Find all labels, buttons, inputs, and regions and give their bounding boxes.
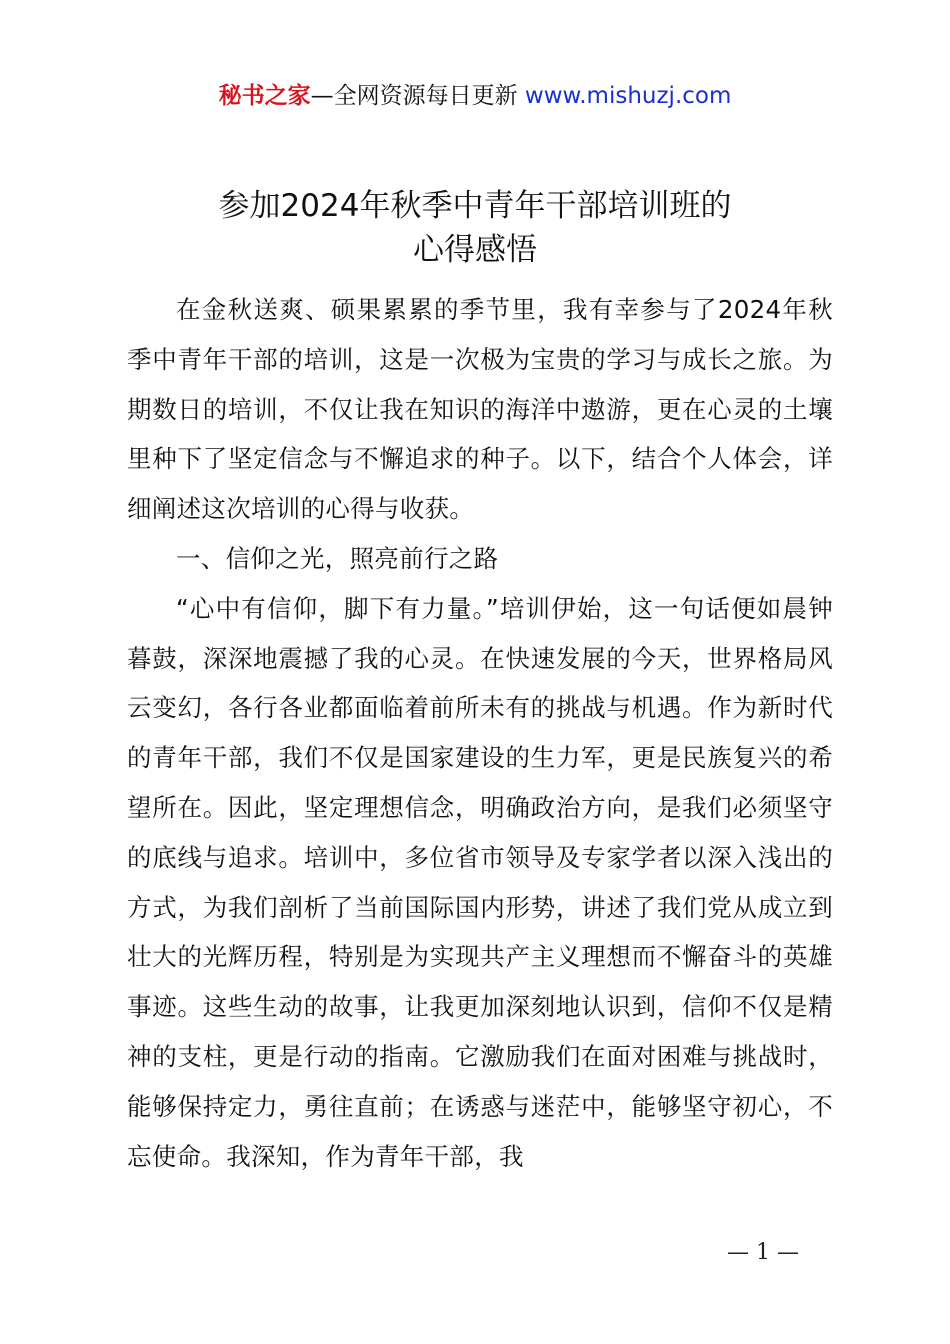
document-title (0, 184, 950, 272)
site-name: 秘书之家 (218, 83, 311, 109)
document-body (127, 285, 833, 1181)
document-title-line-2: 心得感悟 (413, 232, 537, 268)
body-paragraph: “心中有信仰，脚下有力量。”培训伊始，这一句话便如晨钟暮鼓，深深地震撼了我的心灵。在快速发展的今天，世界格局风云变幻，各行各业都面临着前所未有的挑战与机遇。作为新时代的青年干部，我们不仅是国家建设的生力军，更是民族复兴的希望所在。因此，坚定理想信念，明确政治方向，是我们必须坚守的底线与追求。培训中，多位省市领导及专家学者以深入浅出的方式，为我们剖析了当前国际国内形势，讲述了我们党从成立到壮大的光辉历程，特别是为实现共产主义理想而不懈奋斗的英雄事迹。这些生动的故事，让我更加深刻地认识到，信仰不仅是精神的支柱，更是行动的指南。它激励我们在面对困难与挑战时，能够保持定力，勇往直前；在诱惑与迷茫中，能够坚守初心，不忘使命。我深知，作为青年干部，我 (127, 593, 833, 1171)
section-heading: 一、信仰之光，照亮前行之路 (176, 543, 499, 573)
page-number: — 1 — (727, 1240, 799, 1265)
intro-paragraph: 在金秋送爽、硕果累累的季节里，我有幸参与了2024年秋季中青年干部的培训，这是一次极为宝贵的学习与成长之旅。为期数日的培训，不仅让我在知识的海洋中遨游，更在心灵的土壤里种下了坚定信念与不懈追求的种子。以下，结合个人体会，详细阐述这次培训的心得与收获。 (127, 295, 833, 524)
site-url-link[interactable]: www.mishuzj.com (524, 83, 732, 109)
site-tagline: —全网资源每日更新 (310, 83, 518, 109)
site-header (0, 80, 950, 112)
document-title-line-1: 参加2024年秋季中青年干部培训班的 (218, 188, 732, 224)
